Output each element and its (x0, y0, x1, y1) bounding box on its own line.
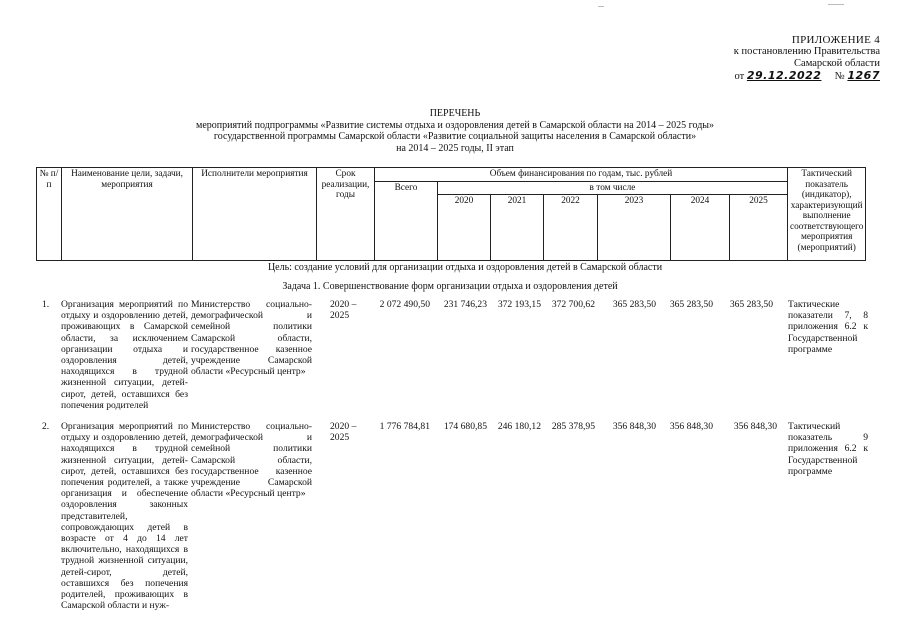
annex-line: к постановлению Правительства (733, 46, 880, 57)
row-name: Организация мероприятий по отдыху и оздоровлению детей, проживающих в Самарской области, за исключением организации отдыха и оздоровления детей, находящихся в трудной жизненной ситуации, детей-сирот, детей, оставшихся без попечения родителей (61, 299, 188, 411)
row-value-2025: 356 848,30 (733, 421, 777, 432)
goal-line: Цель: создание условий для организации отдыха и оздоровления детей в Самарской области (267, 262, 663, 273)
row-value-2022: 372 700,62 (551, 299, 595, 310)
title-heading: ПЕРЕЧЕНЬ (429, 108, 481, 119)
scan-mark (598, 6, 604, 7)
row-value-2024: 365 283,50 (669, 299, 713, 310)
row-value-2025: 365 283,50 (729, 299, 773, 310)
annex-line: Самарской области (794, 58, 880, 69)
col-year: 2022 (544, 195, 598, 261)
row-value-2023: 365 283,50 (612, 299, 656, 310)
col-year: 2021 (491, 195, 544, 261)
annex-date: 29.12.2022 (746, 69, 822, 82)
row-number: 1. (42, 299, 50, 310)
row-term: 2020 – 2025 (330, 299, 357, 322)
row-indicator: Тактический показатель 9 приложения 6.2 к Государственной программе (788, 421, 868, 477)
row-value-2021: 372 193,15 (497, 299, 541, 310)
row-value-2020: 174 680,85 (443, 421, 487, 432)
annex-block (700, 34, 880, 83)
title-line: государственной программы Самарской области «Развитие социальной защиты населения в Самарской области» (213, 131, 697, 142)
col-name: Наименование цели, задачи, мероприятия (62, 168, 193, 261)
task-line: Задача 1. Совершенствование форм организации отдыха и оздоровления детей (282, 281, 618, 292)
row-executor: Министерство социально-демографической и семейной политики Самарской области, государственное казенное учреждение Самарской области «Ресурсный центр» (191, 299, 312, 378)
row-number: 2. (42, 421, 50, 432)
col-indicator: Тактический показатель (индикатор), характеризующий выполнение соответствующего мероприятия (мероприятий) (788, 168, 866, 261)
title-line: на 2014 – 2025 годы, II этап (396, 142, 514, 154)
title-line: мероприятий подпрограммы «Развитие системы отдыха и оздоровления детей в Самарской области на 2014 – 2025 годы» (195, 119, 715, 131)
col-year: 2024 (671, 195, 730, 261)
col-num: № п/п (37, 168, 62, 261)
row-value-2023: 356 848,30 (612, 421, 656, 432)
row-total: 1 776 784,81 (379, 421, 430, 432)
col-year: 2023 (598, 195, 671, 261)
row-value-2021: 246 180,12 (497, 421, 541, 432)
row-indicator: Тактические показатели 7, 8 приложения 6.2 к Государственной программе (788, 299, 868, 355)
col-term: Срок реализации, годы (317, 168, 375, 261)
row-total: 2 072 490,50 (379, 299, 430, 310)
annex-title: ПРИЛОЖЕНИЕ 4 (791, 34, 880, 46)
col-year: 2025 (730, 195, 788, 261)
row-name: Организация мероприятий по отдыху и оздоровлению детей, находящихся в трудной жизненной ситуации, детей-сирот, детей, оставшихся без попечения родителей, а также организация и обеспечение оздоровления законных представителей, сопровождающих детей в возрасте от 4 до 14 лет включительно, находящихся в трудной жизненной ситуации, детей-сирот, детей, оставшихся без попечения родителей, проживающих в Самарской области и нуж- (61, 421, 188, 612)
row-value-2022: 285 378,95 (551, 421, 595, 432)
annex-number: 1267 (847, 69, 880, 82)
col-executors: Исполнители мероприятия (193, 168, 317, 261)
row-value-2020: 231 746,23 (443, 299, 487, 310)
row-executor: Министерство социально-демографической и семейной политики Самарской области, государственное казенное учреждение Самарской области «Ресурсный центр» (191, 421, 312, 500)
col-including: в том числе (438, 181, 788, 195)
row-value-2024: 356 848,30 (669, 421, 713, 432)
col-funding: Объем финансирования по годам, тыс. рублей (375, 168, 788, 182)
annex-date-line: от 29.12.2022 № 1267 (734, 69, 880, 82)
row-term: 2020 – 2025 (330, 421, 357, 444)
col-total: Всего (375, 181, 438, 261)
col-year: 2020 (438, 195, 491, 261)
scan-mark (828, 4, 844, 5)
header-table (36, 167, 866, 261)
document-title (150, 108, 760, 154)
